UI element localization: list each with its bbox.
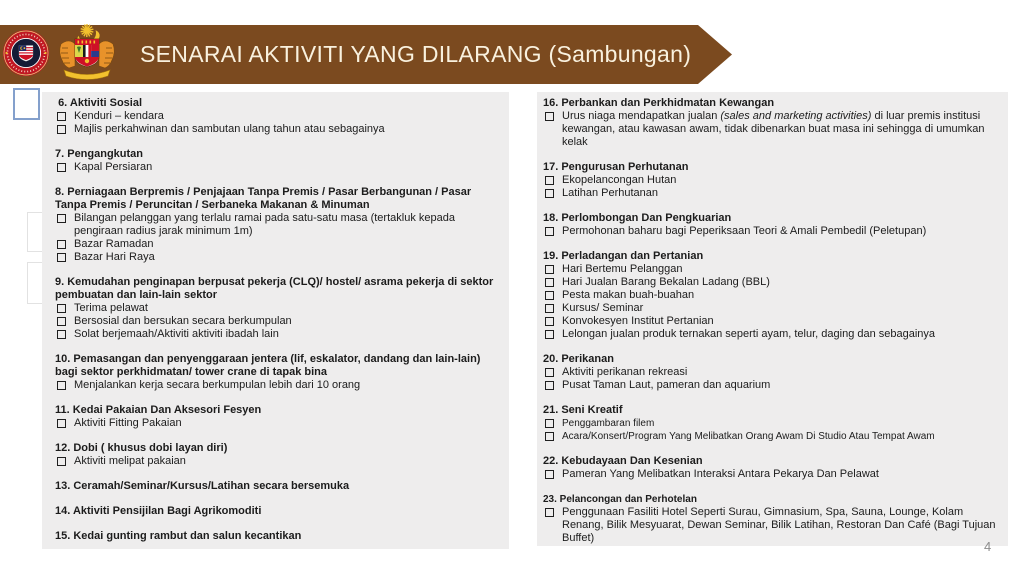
checklist-item xyxy=(543,468,998,481)
checkbox-bullet-icon xyxy=(57,112,66,121)
item-text: Terima pelawat xyxy=(74,302,148,314)
checklist-item xyxy=(55,110,495,123)
section-heading: 23. Pelancongan dan Perhotelan xyxy=(543,494,697,505)
checkbox-bullet-icon xyxy=(57,457,66,466)
checklist-item xyxy=(543,328,998,341)
checkbox-bullet-icon xyxy=(545,278,554,287)
checkbox-bullet-icon xyxy=(57,125,66,134)
section-heading: 17. Pengurusan Perhutanan xyxy=(543,161,689,173)
activity-section xyxy=(543,404,998,443)
item-text: Aktiviti perikanan rekreasi xyxy=(562,366,688,378)
checkbox-bullet-icon xyxy=(545,381,554,390)
malaysia-coat-of-arms-logo xyxy=(56,24,118,82)
checklist-item xyxy=(543,366,998,379)
item-text: Kenduri – kendara xyxy=(74,110,164,122)
checkbox-bullet-icon xyxy=(57,240,66,249)
checklist-item xyxy=(543,417,998,430)
item-text: Bazar Hari Raya xyxy=(74,251,155,263)
mkn-flag-shield xyxy=(19,46,33,62)
item-text: Kapal Persiaran xyxy=(74,161,153,173)
page-number: 4 xyxy=(984,539,992,554)
activity-section xyxy=(55,353,495,392)
item-text: Pusat Taman Laut, pameran dan aquarium xyxy=(562,379,771,391)
checkbox-bullet-icon xyxy=(545,291,554,300)
activity-section xyxy=(55,148,495,174)
activity-section xyxy=(55,505,495,518)
checklist-item xyxy=(55,212,495,238)
activity-section xyxy=(543,353,998,392)
checkbox-bullet-icon xyxy=(545,112,554,121)
item-text: Hari Jualan Barang Bekalan Ladang (BBL) xyxy=(562,276,770,288)
section-heading: 15. Kedai gunting rambut dan salun kecantikan xyxy=(55,530,302,542)
checkbox-bullet-icon xyxy=(545,317,554,326)
checklist-item xyxy=(55,455,495,468)
checklist-item xyxy=(55,315,495,328)
activity-section xyxy=(55,186,495,264)
checklist-item xyxy=(543,430,998,443)
slide-title: SENARAI AKTIVITI YANG DILARANG (Sambungan) xyxy=(140,41,692,67)
section-heading: 9. Kemudahan penginapan berpusat pekerja (CLQ)/ hostel/ asrama pekerja di sektor pembuatan dan lain-lain sektor xyxy=(55,276,497,301)
checklist-item xyxy=(543,187,998,200)
activity-section xyxy=(543,97,998,149)
item-text: Urus niaga mendapatkan jualan (sales and marketing activities) di luar premis institusi kewangan, atau kawasan awam, tidak dibenarkan buat masa ini sehingga di umumkan kelak xyxy=(562,110,985,148)
checkbox-bullet-icon xyxy=(545,368,554,377)
item-text: Solat berjemaah/Aktiviti aktiviti ibadah lain xyxy=(74,328,279,340)
checklist-item xyxy=(55,417,495,430)
item-text: Bazar Ramadan xyxy=(74,238,154,250)
item-text: Aktiviti Fitting Pakaian xyxy=(74,417,182,429)
item-text: Acara/Konsert/Program Yang Melibatkan Orang Awam Di Studio Atau Tempat Awam xyxy=(562,431,935,442)
arms-shield xyxy=(75,39,99,67)
checklist-item xyxy=(543,289,998,302)
checkbox-bullet-icon xyxy=(545,227,554,236)
item-text: Latihan Perhutanan xyxy=(562,187,659,199)
checklist-item xyxy=(543,315,998,328)
section-heading: 22. Kebudayaan Dan Kesenian xyxy=(543,455,703,467)
section-heading: 10. Pemasangan dan penyenggaraan jentera (lif, eskalator, dandang dan lain-lain) bagi sektor perkhidmatan/ tower crane di tapak bina xyxy=(55,353,484,378)
mkn-seal-logo xyxy=(2,29,50,77)
section-heading: 11. Kedai Pakaian Dan Aksesori Fesyen xyxy=(55,404,262,416)
checkbox-bullet-icon xyxy=(545,189,554,198)
section-heading: 7. Pengangkutan xyxy=(55,148,144,160)
section-heading: 8. Perniagaan Berpremis / Penjajaan Tanpa Premis / Pasar Berbangunan / Pasar Tanpa Premis / Peruncitan / Serbaneka Makanan & Minuman xyxy=(55,186,475,211)
activity-section xyxy=(543,250,998,341)
checkbox-bullet-icon xyxy=(545,470,554,479)
section-heading: 14. Aktiviti Pensijilan Bagi Agrikomoditi xyxy=(55,505,262,517)
checkbox-bullet-icon xyxy=(545,304,554,313)
checklist-item xyxy=(543,506,998,545)
item-text: Aktiviti melipat pakaian xyxy=(74,455,186,467)
section-heading: 20. Perikanan xyxy=(543,353,614,365)
checklist-item xyxy=(543,276,998,289)
section-heading: 13. Ceramah/Seminar/Kursus/Latihan secara bersemuka xyxy=(55,480,350,492)
item-text: Pameran Yang Melibatkan Interaksi Antara Pekarya Dan Pelawat xyxy=(562,468,879,480)
item-text: Ekopelancongan Hutan xyxy=(562,174,677,186)
checkbox-bullet-icon xyxy=(57,163,66,172)
checklist-item xyxy=(55,251,495,264)
checklist-item xyxy=(543,174,998,187)
checkbox-bullet-icon xyxy=(545,265,554,274)
checkbox-bullet-icon xyxy=(57,317,66,326)
checkbox-bullet-icon xyxy=(57,381,66,390)
checkbox-bullet-icon xyxy=(57,304,66,313)
checkbox-bullet-icon xyxy=(57,419,66,428)
checklist-item xyxy=(55,302,495,315)
checklist-item xyxy=(55,328,495,341)
checkbox-bullet-icon xyxy=(545,432,554,441)
section-heading: 19. Perladangan dan Pertanian xyxy=(543,250,704,262)
section-heading: 18. Perlombongan Dan Pengkuarian xyxy=(543,212,732,224)
activity-section xyxy=(55,404,495,430)
item-text: Konvokesyen Institut Pertanian xyxy=(562,315,714,327)
checklist-item xyxy=(55,161,495,174)
checkbox-bullet-icon xyxy=(57,214,66,223)
blue-placeholder-box xyxy=(13,88,40,120)
activity-section xyxy=(543,455,998,481)
section-heading: 12. Dobi ( khusus dobi layan diri) xyxy=(55,442,228,454)
item-text: Majlis perkahwinan dan sambutan ulang tahun atau sebagainya xyxy=(74,123,385,135)
checkbox-bullet-icon xyxy=(545,508,554,517)
section-heading: 21. Seni Kreatif xyxy=(543,404,623,416)
item-text: Kursus/ Seminar xyxy=(562,302,644,314)
checklist-item xyxy=(55,238,495,251)
checklist-item xyxy=(543,379,998,392)
activity-section xyxy=(543,161,998,200)
checkbox-bullet-icon xyxy=(57,330,66,339)
section-heading: 16. Perbankan dan Perkhidmatan Kewangan xyxy=(543,97,775,109)
activity-section xyxy=(55,276,495,341)
checkbox-bullet-icon xyxy=(545,419,554,428)
item-text: Permohonan baharu bagi Peperiksaan Teori & Amali Pembedil (Peletupan) xyxy=(562,225,927,237)
checklist-item xyxy=(543,263,998,276)
item-text: Penggunaan Fasiliti Hotel Seperti Surau, Gimnasium, Spa, Sauna, Lounge, Kolam Renang, Bilik Mesyuarat, Dewan Seminar, Bilik Latihan, Restoran Dan Café (Bagi Tujuan Buffet) xyxy=(562,506,996,544)
right-activity-panel xyxy=(537,92,1008,546)
checklist-item xyxy=(55,379,495,392)
item-text: Hari Bertemu Pelanggan xyxy=(562,263,683,275)
activity-section xyxy=(55,530,495,543)
item-text: Bilangan pelanggan yang terlalu ramai pada satu-satu masa (tertakluk kepada pengiraan radius jarak minimum 1m) xyxy=(74,212,455,237)
checklist-item xyxy=(543,302,998,315)
activity-section xyxy=(55,442,495,468)
activity-section xyxy=(543,212,998,238)
checklist-item xyxy=(55,123,495,136)
checklist-item xyxy=(543,110,998,149)
checkbox-bullet-icon xyxy=(545,330,554,339)
activity-section xyxy=(543,493,998,545)
item-text: Penggambaran filem xyxy=(562,418,655,429)
item-text: Menjalankan kerja secara berkumpulan lebih dari 10 orang xyxy=(74,379,361,391)
section-heading: 6. Aktiviti Sosial xyxy=(55,97,143,109)
activity-section xyxy=(55,480,495,493)
item-text: Bersosial dan bersukan secara berkumpulan xyxy=(74,315,292,327)
checklist-item xyxy=(543,225,998,238)
item-text: Lelongan jualan produk ternakan seperti ayam, telur, daging dan sebagainya xyxy=(562,328,936,340)
activity-section xyxy=(55,97,495,136)
left-activity-panel xyxy=(42,92,509,549)
checkbox-bullet-icon xyxy=(57,253,66,262)
checkbox-bullet-icon xyxy=(545,176,554,185)
item-text: Pesta makan buah-buahan xyxy=(562,289,695,301)
